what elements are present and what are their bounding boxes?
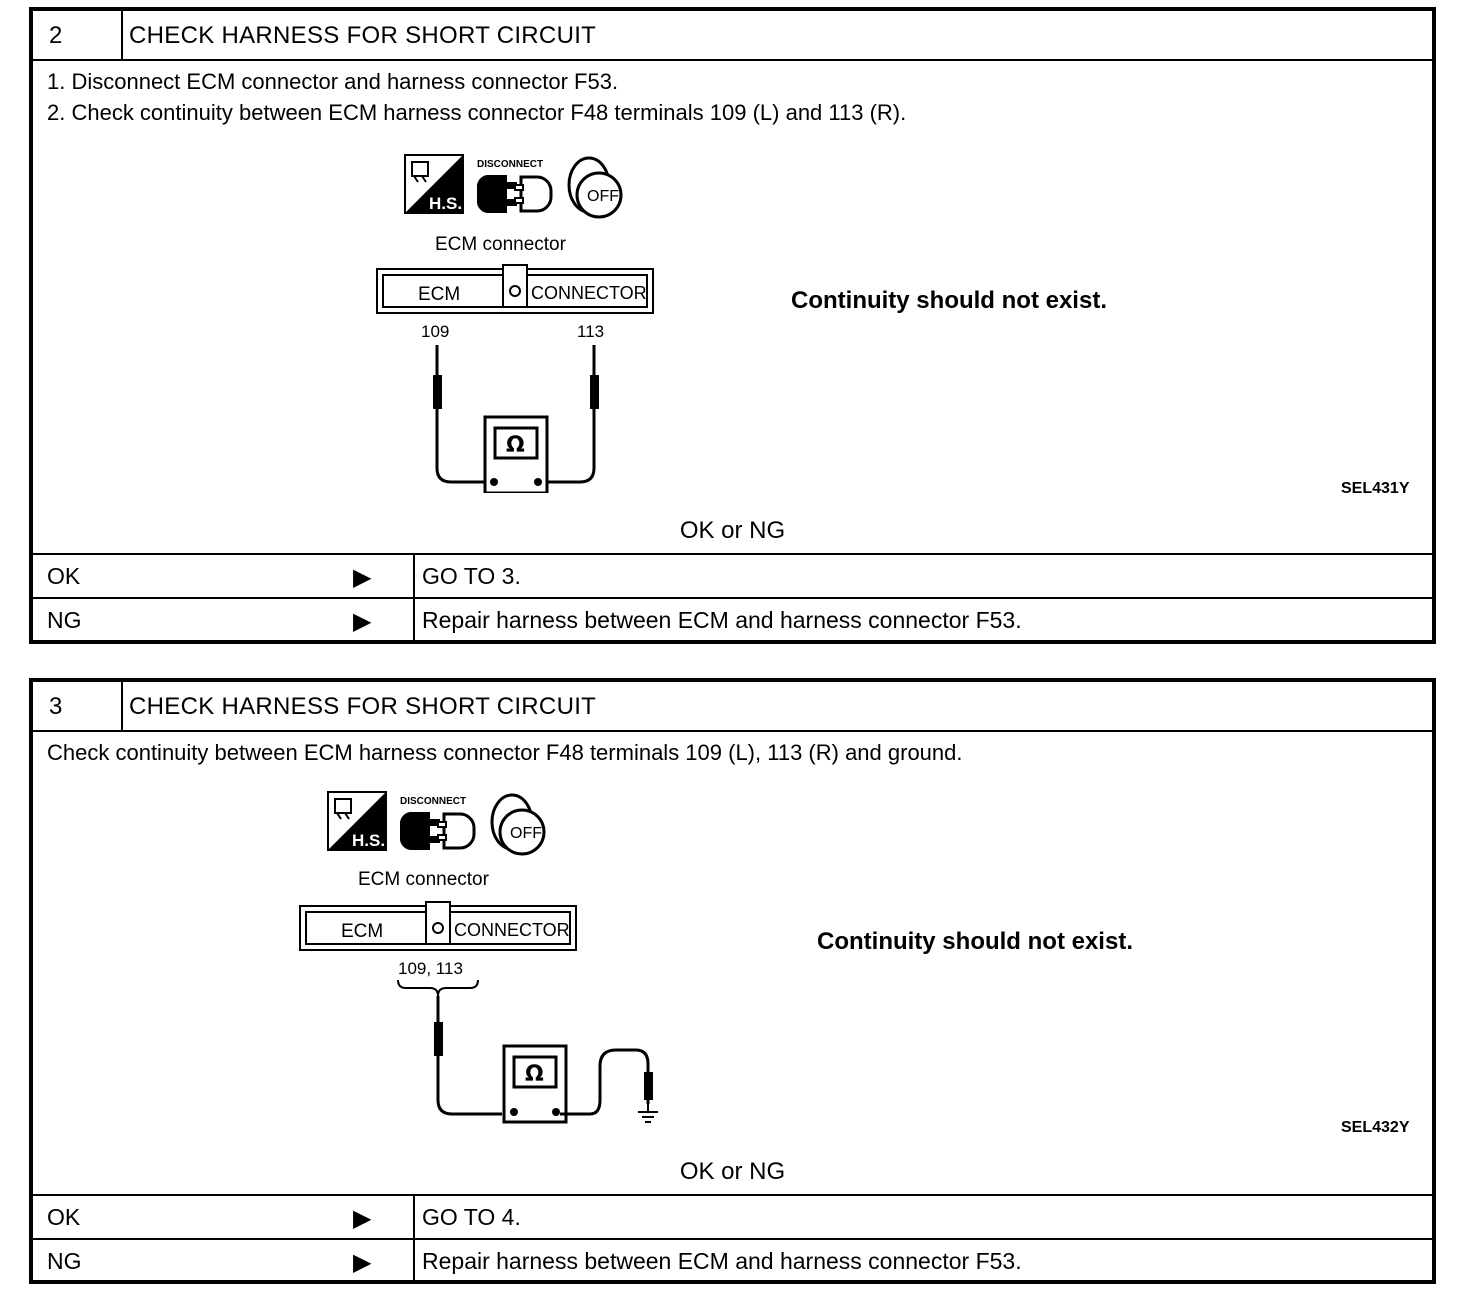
step-number: 3: [49, 693, 63, 720]
ground-icon: [638, 1112, 658, 1122]
disconnect-icon: [477, 159, 551, 213]
terminal-113: 113: [577, 322, 605, 341]
result-row-ok: [33, 1194, 1432, 1240]
ignition-off-icon: [492, 795, 544, 854]
result-row-ok: [33, 553, 1432, 599]
step-header: [33, 11, 1432, 61]
result-row-ng: [33, 597, 1432, 642]
procedure-icons: [403, 149, 643, 219]
svg-text:H.S.: H.S.: [429, 194, 463, 213]
svg-text:H.S.: H.S.: [352, 831, 386, 850]
svg-text:Ω: Ω: [506, 433, 525, 458]
ecm-connector-diagram: [298, 900, 698, 1130]
result-action: Repair harness between ECM and harness connector F53.: [422, 607, 1022, 633]
svg-text:OFF: OFF: [510, 825, 542, 842]
arrow-right-icon: ▶: [353, 564, 372, 591]
ohmmeter-icon: [504, 1046, 566, 1122]
svg-text:DISCONNECT: DISCONNECT: [477, 159, 544, 170]
result-action: Repair harness between ECM and harness connector F53.: [422, 1248, 1022, 1274]
instruction-1: Check continuity between ECM harness connector F48 terminals 109 (L), 113 (R) and ground.: [47, 740, 963, 765]
disconnect-icon: [400, 796, 474, 850]
procedure-icons: [326, 786, 566, 856]
instruction-1: 1. Disconnect ECM connector and harness connector F53.: [47, 69, 619, 94]
result-key: NG: [47, 1248, 82, 1274]
connector-text: CONNECTOR: [531, 283, 647, 303]
arrow-right-icon: ▶: [353, 1249, 372, 1276]
step-2-panel: [29, 7, 1436, 644]
arrow-right-icon: ▶: [353, 608, 372, 635]
ignition-off-icon: [569, 158, 621, 217]
ecm-text: ECM: [341, 921, 384, 942]
step-title: CHECK HARNESS FOR SHORT CIRCUIT: [129, 22, 597, 49]
step-header: [33, 682, 1432, 732]
step-number: 2: [49, 22, 63, 49]
continuity-result: Continuity should not exist.: [817, 928, 1133, 955]
instruction-2: 2. Check continuity between ECM harness connector F48 terminals 109 (L) and 113 (R).: [47, 100, 907, 125]
result-action: GO TO 3.: [422, 563, 521, 589]
probe-right: [590, 375, 599, 409]
probe-left: [434, 1022, 443, 1056]
ecm-connector-label: ECM connector: [358, 869, 489, 890]
figure-code: SEL431Y: [1341, 480, 1410, 497]
step-3-panel: [29, 678, 1436, 1284]
svg-text:Ω: Ω: [525, 1062, 544, 1087]
continuity-result: Continuity should not exist.: [791, 287, 1107, 314]
probe-ground: [644, 1072, 653, 1100]
harness-hs-icon: [405, 155, 463, 213]
result-key: NG: [47, 607, 82, 633]
ok-or-ng-label: OK or NG: [679, 1158, 786, 1185]
terminal-109: 109: [421, 322, 450, 341]
result-action: GO TO 4.: [422, 1204, 521, 1230]
arrow-right-icon: ▶: [353, 1205, 372, 1232]
connector-text: CONNECTOR: [454, 920, 570, 940]
ecm-connector-diagram: [375, 263, 665, 493]
ok-or-ng-label: OK or NG: [679, 517, 786, 544]
result-row-ng: [33, 1238, 1432, 1282]
probe-left: [433, 375, 442, 409]
step-title: CHECK HARNESS FOR SHORT CIRCUIT: [129, 693, 597, 720]
terminal-brace: [398, 980, 478, 996]
harness-hs-icon: [328, 792, 386, 850]
terminals-label: 109, 113: [398, 959, 463, 978]
svg-text:DISCONNECT: DISCONNECT: [400, 796, 467, 807]
ecm-text: ECM: [418, 284, 461, 305]
ecm-connector-label: ECM connector: [435, 234, 566, 255]
ohmmeter-icon: [485, 417, 547, 493]
svg-text:OFF: OFF: [587, 188, 619, 205]
figure-code: SEL432Y: [1341, 1119, 1410, 1136]
result-key: OK: [47, 563, 81, 589]
result-key: OK: [47, 1204, 81, 1230]
